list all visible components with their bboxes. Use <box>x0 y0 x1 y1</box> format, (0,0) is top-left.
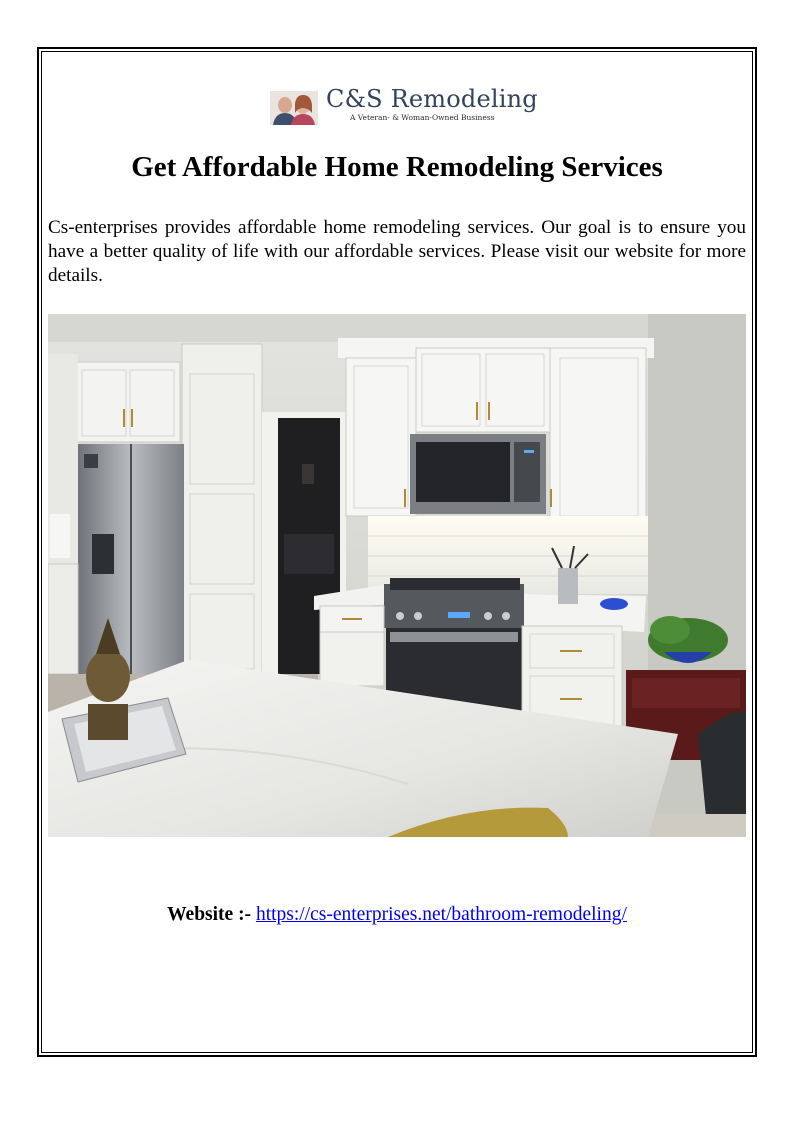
website-link[interactable]: https://cs-enterprises.net/bathroom-remodeling/ <box>255 904 627 925</box>
logo-name: C&S Remodeling <box>326 85 538 113</box>
website-label: Website :- <box>167 904 252 925</box>
page-title: Get Affordable Home Remodeling Services <box>131 151 663 183</box>
company-logo <box>270 85 538 128</box>
website-line <box>48 903 746 927</box>
logo-tagline: A Veteran- & Woman-Owned Business <box>350 113 495 122</box>
kitchen-photo <box>48 314 746 837</box>
owners-photo-icon <box>270 91 318 125</box>
intro-paragraph: Cs-enterprises provides affordable home remodeling services. Our goal is to ensure you have a better quality of life with our affordable services. Please visit our website for more details. <box>48 217 746 286</box>
